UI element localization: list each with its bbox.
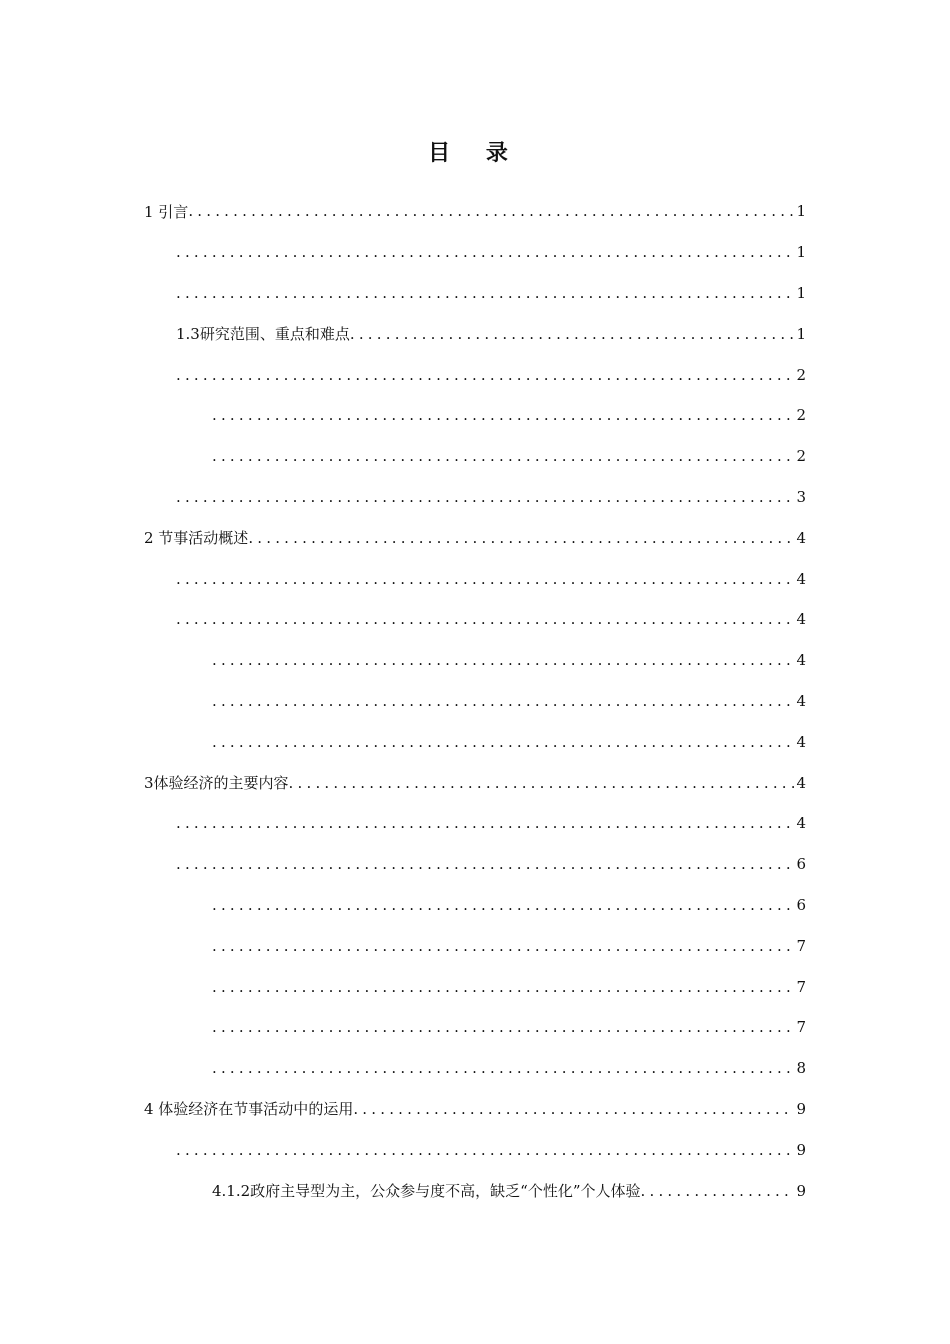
toc-entry-page-number: 4	[796, 651, 806, 670]
dot-leader	[248, 529, 794, 547]
toc-entry-page-number: 4	[796, 569, 806, 588]
toc-entry[interactable]	[0, 273, 950, 314]
dot-leader	[212, 896, 794, 914]
dot-leader	[212, 406, 794, 424]
toc-entry[interactable]	[0, 1048, 950, 1089]
toc-entry[interactable]	[0, 477, 950, 518]
toc-entry-page-number: 1	[796, 283, 806, 302]
toc-entry-title: 3体验经济的主要内容	[144, 774, 289, 793]
toc-entry[interactable]	[0, 558, 950, 599]
toc-entry[interactable]	[0, 721, 950, 762]
toc-entry[interactable]	[0, 1089, 950, 1130]
toc-entry-page-number: 9	[796, 1099, 806, 1118]
toc-entry-page-number: 8	[796, 1059, 806, 1078]
toc-entry-page-number: 9	[796, 1140, 806, 1159]
toc-entry-page-number: 2	[796, 447, 806, 466]
toc-entry-title: 4.1.2政府主导型为主，公众参与度不高，缺乏“个性化”个人体验	[212, 1182, 641, 1201]
toc-entry[interactable]	[0, 436, 950, 477]
toc-entry-page-number: 4	[796, 773, 806, 792]
dot-leader	[188, 202, 794, 220]
toc-entry-page-number: 6	[796, 895, 806, 914]
toc-entry[interactable]	[0, 640, 950, 681]
toc-entry-page-number: 6	[796, 855, 806, 874]
toc-entry-title: 4 体验经济在节事活动中的运用	[144, 1100, 354, 1119]
dot-leader	[176, 284, 794, 302]
toc-entry[interactable]	[0, 762, 950, 803]
dot-leader	[641, 1182, 795, 1200]
toc-title: 目 录	[428, 141, 522, 166]
toc-entry[interactable]	[0, 395, 950, 436]
toc-entry[interactable]	[0, 803, 950, 844]
toc-entry[interactable]	[0, 599, 950, 640]
dot-leader	[176, 570, 794, 588]
toc-entry-page-number: 4	[796, 691, 806, 710]
toc-entry-page-number: 7	[796, 1018, 806, 1037]
toc-entry-page-number: 4	[796, 528, 806, 547]
toc-entry[interactable]	[0, 844, 950, 885]
toc-entry[interactable]	[0, 925, 950, 966]
dot-leader	[212, 692, 794, 710]
dot-leader	[353, 1100, 794, 1118]
toc-entry[interactable]	[0, 313, 950, 354]
toc-entry[interactable]	[0, 354, 950, 395]
dot-leader	[289, 774, 795, 792]
toc-entry[interactable]	[0, 517, 950, 558]
toc-entry-page-number: 1	[796, 324, 806, 343]
toc-entry-page-number: 9	[796, 1181, 806, 1200]
toc-entry-page-number: 7	[796, 977, 806, 996]
dot-leader	[176, 610, 794, 628]
toc-entry[interactable]	[0, 966, 950, 1007]
toc-entry-page-number: 4	[796, 814, 806, 833]
dot-leader	[212, 733, 794, 751]
toc-entry-page-number: 3	[796, 487, 806, 506]
toc-entry-page-number: 2	[796, 365, 806, 384]
toc-entry[interactable]	[0, 1129, 950, 1170]
dot-leader	[212, 937, 794, 955]
toc-entry[interactable]	[0, 232, 950, 273]
toc-entry-page-number: 1	[796, 202, 806, 221]
toc-entry-page-number: 2	[796, 406, 806, 425]
toc-entry-title: 1.3研究范围、重点和难点	[176, 325, 350, 344]
toc-entry[interactable]	[0, 1007, 950, 1048]
toc-list	[0, 191, 950, 1211]
toc-entry-page-number: 4	[796, 732, 806, 751]
toc-entry-page-number: 1	[796, 243, 806, 262]
dot-leader	[176, 366, 794, 384]
dot-leader	[212, 978, 794, 996]
dot-leader	[176, 1141, 794, 1159]
toc-entry-page-number: 7	[796, 936, 806, 955]
dot-leader	[212, 1059, 794, 1077]
toc-entry-title: 2 节事活动概述	[144, 529, 249, 548]
dot-leader	[176, 488, 794, 506]
toc-entry[interactable]	[0, 1170, 950, 1211]
dot-leader	[350, 325, 795, 343]
dot-leader	[176, 855, 794, 873]
toc-entry-page-number: 4	[796, 610, 806, 629]
dot-leader	[212, 1018, 794, 1036]
dot-leader	[176, 243, 794, 261]
dot-leader	[176, 814, 794, 832]
dot-leader	[212, 447, 794, 465]
dot-leader	[212, 651, 794, 669]
toc-entry[interactable]	[0, 681, 950, 722]
toc-entry-title: 1 引言	[144, 202, 189, 221]
toc-entry[interactable]	[0, 885, 950, 926]
toc-entry[interactable]	[0, 191, 950, 232]
